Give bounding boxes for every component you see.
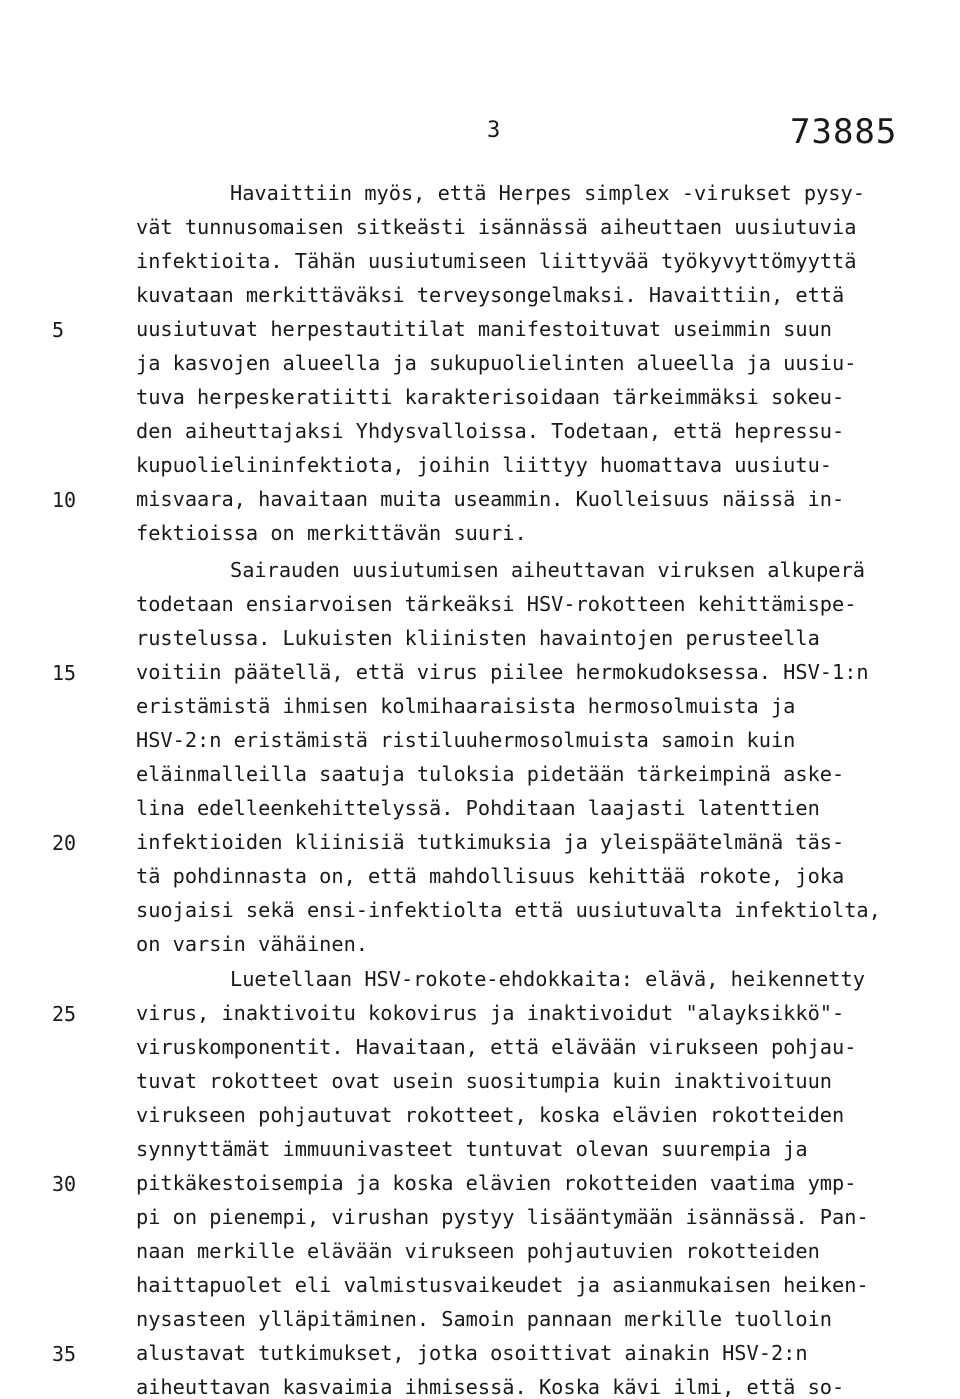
text-line: infektioiden kliinisiä tutkimuksia ja yleispäätelmänä täs- bbox=[136, 830, 845, 854]
text-line: todetaan ensiarvoisen tärkeäksi HSV-rokotteen kehittämispe- bbox=[136, 592, 857, 616]
text-line: alustavat tutkimukset, jotka osoittivat ainakin HSV-2:n bbox=[136, 1341, 808, 1365]
text-line: vät tunnusomaisen sitkeästi isännässä aiheuttaen uusiutuvia bbox=[136, 215, 857, 239]
text-line: kupuolielininfektiota, joihin liittyy huomattava uusiutu- bbox=[136, 453, 832, 477]
text-line: tä pohdinnasta on, että mahdollisuus kehittää rokote, joka bbox=[136, 864, 845, 888]
text-line: den aiheuttajaksi Yhdysvalloissa. Todetaan, että hepressu- bbox=[136, 419, 845, 443]
text-line: synnyttämät immuunivasteet tuntuvat olevan suurempia ja bbox=[136, 1137, 808, 1161]
line-number: 5 bbox=[52, 318, 65, 342]
text-line: aiheuttavan kasvaimia ihmisessä. Koska kävi ilmi, että so- bbox=[136, 1375, 845, 1399]
line-number: 35 bbox=[52, 1342, 77, 1366]
text-line: Sairauden uusiutumisen aiheuttavan viruksen alkuperä bbox=[230, 558, 865, 582]
text-line: kuvataan merkittäväksi terveysongelmaksi. Havaittiin, että bbox=[136, 283, 845, 307]
line-number: 10 bbox=[52, 488, 77, 512]
text-line: pitkäkestoisempia ja koska elävien rokotteiden vaatima ymp- bbox=[136, 1171, 857, 1195]
text-line: fektioissa on merkittävän suuri. bbox=[136, 521, 527, 545]
text-line: viruskomponentit. Havaitaan, että elävään virukseen pohjau- bbox=[136, 1035, 857, 1059]
text-line: virukseen pohjautuvat rokotteet, koska elävien rokotteiden bbox=[136, 1103, 845, 1127]
line-number: 25 bbox=[52, 1002, 77, 1026]
page-number: 3 bbox=[487, 118, 501, 143]
line-number: 20 bbox=[52, 831, 77, 855]
text-line: rustelussa. Lukuisten kliinisten havaintojen perusteella bbox=[136, 626, 820, 650]
text-line: lina edelleenkehittelyssä. Pohditaan laajasti latenttien bbox=[136, 796, 820, 820]
text-line: uusiutuvat herpestautitilat manifestoituvat useimmin suun bbox=[136, 317, 832, 341]
text-line: eläinmalleilla saatuja tuloksia pidetään tärkeimpinä aske- bbox=[136, 762, 845, 786]
line-number: 15 bbox=[52, 661, 77, 685]
document-number: 73885 bbox=[790, 112, 898, 152]
text-line: eristämistä ihmisen kolmihaaraisista hermosolmuista ja bbox=[136, 694, 796, 718]
text-line: misvaara, havaitaan muita useammin. Kuolleisuus näissä in- bbox=[136, 487, 845, 511]
text-line: voitiin päätellä, että virus piilee hermokudoksessa. HSV-1:n bbox=[136, 660, 869, 684]
text-line: virus, inaktivoitu kokovirus ja inaktivoidut "alayksikkö"- bbox=[136, 1001, 845, 1025]
text-line: HSV-2:n eristämistä ristiluuhermosolmuista samoin kuin bbox=[136, 728, 796, 752]
text-line: nysasteen ylläpitäminen. Samoin pannaan merkille tuolloin bbox=[136, 1307, 832, 1331]
text-line: pi on pienempi, virushan pystyy lisääntymään isännässä. Pan- bbox=[136, 1205, 869, 1229]
text-line: naan merkille elävään virukseen pohjautuvien rokotteiden bbox=[136, 1239, 820, 1263]
text-line: suojaisi sekä ensi-infektiolta että uusiutuvalta infektiolta, bbox=[136, 898, 881, 922]
text-line: infektioita. Tähän uusiutumiseen liittyvää työkyvyttömyyttä bbox=[136, 249, 857, 273]
text-line: tuvat rokotteet ovat usein suositumpia kuin inaktivoituun bbox=[136, 1069, 832, 1093]
text-line: on varsin vähäinen. bbox=[136, 932, 368, 956]
text-line: Havaittiin myös, että Herpes simplex -virukset pysy- bbox=[230, 181, 865, 205]
text-line: tuva herpeskeratiitti karakterisoidaan tärkeimmäksi sokeu- bbox=[136, 385, 845, 409]
line-number: 30 bbox=[52, 1172, 77, 1196]
text-line: ja kasvojen alueella ja sukupuolielinten alueella ja uusiu- bbox=[136, 351, 857, 375]
text-line: haittapuolet eli valmistusvaikeudet ja asianmukaisen heiken- bbox=[136, 1273, 869, 1297]
text-line: Luetellaan HSV-rokote-ehdokkaita: elävä, heikennetty bbox=[230, 967, 865, 991]
